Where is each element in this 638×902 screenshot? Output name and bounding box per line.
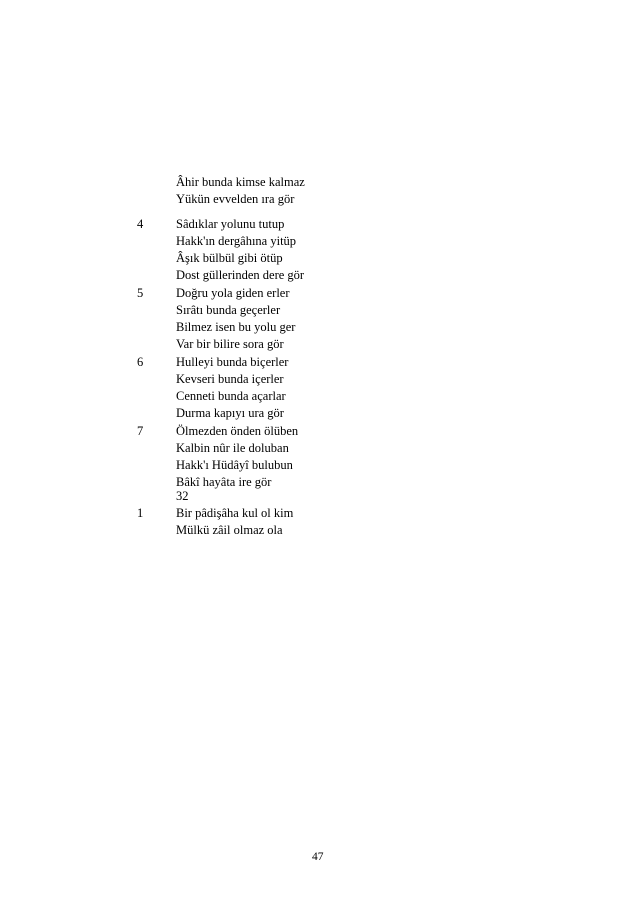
verse-line: Var bir bilire sora gör xyxy=(176,337,284,351)
verse-line: Hakk'ın dergâhına yitüp xyxy=(176,234,297,248)
verse-line: Bâkî hayâta ire gör xyxy=(176,475,272,489)
verse-line: Hakk'ı Hüdâyî bulubun xyxy=(176,458,293,472)
verse-line: Mülkü zâil olmaz ola xyxy=(176,523,283,537)
verse-line: Cenneti bunda açarlar xyxy=(176,389,286,403)
verse-line: Kalbin nûr ile doluban xyxy=(176,441,289,455)
verse-lines xyxy=(176,174,305,208)
stanza-number: 4 xyxy=(137,217,144,231)
verse-lines xyxy=(176,216,304,284)
page-number: 47 xyxy=(312,851,324,863)
verse-line: Dost güllerinden dere gör xyxy=(176,268,305,282)
stanza-number: 5 xyxy=(137,286,144,300)
stanza-number: 7 xyxy=(137,424,144,438)
verse-line: Âşık bülbül gibi ötüp xyxy=(176,251,283,265)
verse-line: Bilmez isen bu yolu ger xyxy=(176,320,296,334)
stanza-number: 1 xyxy=(137,506,144,520)
verse-line: Sırâtı bunda geçerler xyxy=(176,303,281,317)
verse-lines xyxy=(176,505,293,539)
verse-line: Hulleyi bunda biçerler xyxy=(176,355,289,369)
verse-line: Doğru yola giden erler xyxy=(176,286,290,300)
verse-line: Âhir bunda kimse kalmaz xyxy=(176,175,305,189)
poem-number: 32 xyxy=(176,489,189,503)
verse-line: Durma kapıyı ura gör xyxy=(176,406,284,420)
verse-line: Yükün evvelden ıra gör xyxy=(176,192,295,206)
verse-line: Ölmezden önden ölüben xyxy=(176,424,299,438)
verse-line: Kevseri bunda içerler xyxy=(176,372,284,386)
verse-line: Sâdıklar yolunu tutup xyxy=(176,217,285,231)
verse-line: Bir pâdişâha kul ol kim xyxy=(176,506,294,520)
stanza-number: 6 xyxy=(137,355,144,369)
verse-lines xyxy=(176,354,288,422)
verse-lines xyxy=(176,285,295,353)
verse-lines xyxy=(176,423,298,491)
